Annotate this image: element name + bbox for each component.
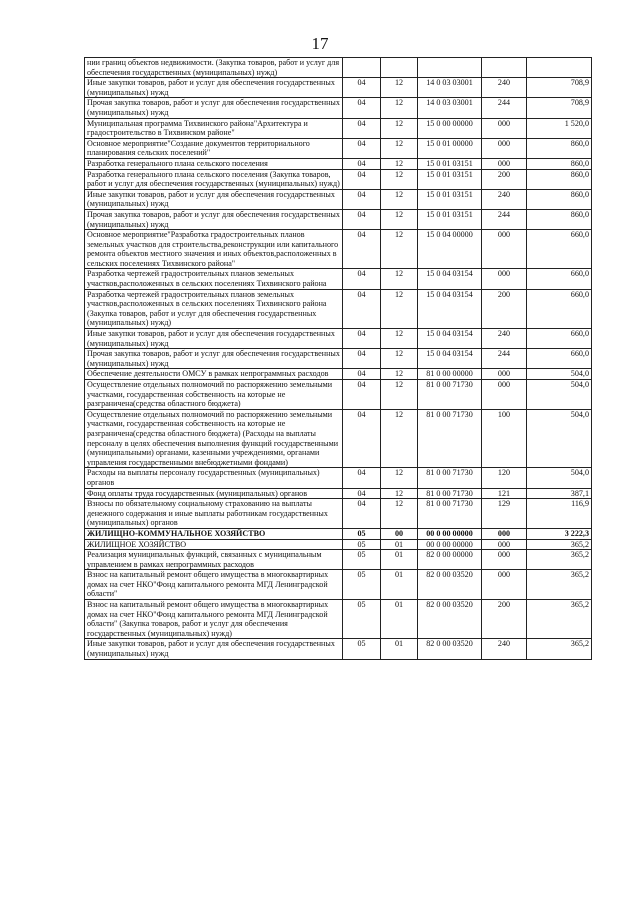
row-amount: 365,2 — [527, 600, 592, 639]
table-row — [85, 138, 592, 158]
row-section-code: 05 — [343, 639, 381, 659]
row-expense-type: 244 — [482, 98, 527, 118]
row-subsection-code: 12 — [381, 78, 418, 98]
row-target-article: 15 0 04 03154 — [418, 269, 482, 289]
table-row — [85, 539, 592, 550]
row-expense-type: 244 — [482, 209, 527, 229]
row-section-code: 04 — [343, 289, 381, 328]
row-amount: 365,2 — [527, 570, 592, 600]
row-subsection-code: 12 — [381, 169, 418, 189]
row-subsection-code: 12 — [381, 209, 418, 229]
row-expense-type: 240 — [482, 189, 527, 209]
row-section-code: 04 — [343, 169, 381, 189]
row-amount: 660,0 — [527, 230, 592, 269]
table-row — [85, 158, 592, 169]
row-subsection-code: 01 — [381, 550, 418, 570]
table-row — [85, 58, 592, 78]
row-expense-type: 200 — [482, 289, 527, 328]
table-row — [85, 209, 592, 229]
row-name: Реализация муниципальных функций, связанных с муниципальным управлением в рамках непрограммных расходов — [85, 550, 343, 570]
row-target-article: 15 0 01 03151 — [418, 169, 482, 189]
row-target-article: 00 0 00 00000 — [418, 539, 482, 550]
table-row — [85, 369, 592, 380]
table-row — [85, 380, 592, 410]
row-target-article: 15 0 00 00000 — [418, 118, 482, 138]
row-name: Фонд оплаты труда государственных (муниципальных) органов — [85, 488, 343, 499]
row-section-code: 04 — [343, 269, 381, 289]
row-amount: 660,0 — [527, 269, 592, 289]
row-name: Взнос на капитальный ремонт общего имущества в многоквартирных домах на счет НКО"Фонд капитального ремонта МГД Ленинградской области" (Закупка товаров, работ и услуг для обеспечения государственных (муниципальных) нужд) — [85, 600, 343, 639]
table-row — [85, 289, 592, 328]
row-target-article: 15 0 01 03151 — [418, 209, 482, 229]
row-amount: 116,9 — [527, 499, 592, 529]
row-amount: 708,9 — [527, 98, 592, 118]
table-row — [85, 269, 592, 289]
row-subsection-code: 12 — [381, 468, 418, 488]
row-name: Разработка генерального плана сельского поселения — [85, 158, 343, 169]
row-expense-type: 000 — [482, 158, 527, 169]
row-amount: 504,0 — [527, 409, 592, 468]
row-subsection-code: 12 — [381, 98, 418, 118]
row-target-article: 14 0 03 03001 — [418, 78, 482, 98]
row-target-article: 82 0 00 03520 — [418, 639, 482, 659]
row-subsection-code: 01 — [381, 539, 418, 550]
table-row — [85, 639, 592, 659]
row-section-code: 04 — [343, 329, 381, 349]
row-amount: 860,0 — [527, 209, 592, 229]
row-expense-type — [482, 58, 527, 78]
row-subsection-code: 12 — [381, 189, 418, 209]
row-subsection-code: 12 — [381, 158, 418, 169]
row-expense-type: 000 — [482, 118, 527, 138]
row-target-article: 82 0 00 03520 — [418, 570, 482, 600]
row-section-code: 05 — [343, 570, 381, 600]
row-section-code — [343, 58, 381, 78]
row-expense-type: 100 — [482, 409, 527, 468]
row-expense-type: 120 — [482, 468, 527, 488]
row-section-code: 04 — [343, 118, 381, 138]
row-amount: 1 520,0 — [527, 118, 592, 138]
row-subsection-code: 12 — [381, 269, 418, 289]
row-target-article: 00 0 00 00000 — [418, 528, 482, 539]
row-expense-type: 000 — [482, 380, 527, 410]
row-subsection-code: 12 — [381, 369, 418, 380]
row-name: Обеспечение деятельности ОМСУ в рамках непрограммных расходов — [85, 369, 343, 380]
row-section-code: 05 — [343, 550, 381, 570]
row-expense-type: 000 — [482, 570, 527, 600]
row-section-code: 04 — [343, 409, 381, 468]
row-amount: 3 222,3 — [527, 528, 592, 539]
row-subsection-code: 12 — [381, 488, 418, 499]
table-row — [85, 98, 592, 118]
row-subsection-code: 12 — [381, 380, 418, 410]
row-amount: 860,0 — [527, 138, 592, 158]
row-subsection-code — [381, 58, 418, 78]
budget-table-body — [85, 58, 592, 660]
row-section-code: 05 — [343, 600, 381, 639]
row-target-article: 15 0 04 03154 — [418, 329, 482, 349]
row-subsection-code: 12 — [381, 138, 418, 158]
row-target-article: 82 0 00 00000 — [418, 550, 482, 570]
row-section-code: 04 — [343, 349, 381, 369]
table-row — [85, 230, 592, 269]
row-amount: 860,0 — [527, 189, 592, 209]
row-target-article: 15 0 04 03154 — [418, 349, 482, 369]
row-expense-type: 000 — [482, 369, 527, 380]
row-subsection-code: 00 — [381, 528, 418, 539]
row-target-article: 81 0 00 71730 — [418, 468, 482, 488]
row-name: нии границ объектов недвижимости. (Закупка товаров, работ и услуг для обеспечения государственных (муниципальных) нужд) — [85, 58, 343, 78]
row-amount: 860,0 — [527, 169, 592, 189]
row-amount: 504,0 — [527, 468, 592, 488]
row-expense-type: 000 — [482, 539, 527, 550]
row-section-code: 04 — [343, 138, 381, 158]
row-subsection-code: 01 — [381, 600, 418, 639]
row-expense-type: 129 — [482, 499, 527, 529]
row-section-code: 04 — [343, 78, 381, 98]
page-number: 17 — [311, 34, 329, 53]
row-target-article — [418, 58, 482, 78]
row-subsection-code: 12 — [381, 118, 418, 138]
row-amount: 387,1 — [527, 488, 592, 499]
row-expense-type: 200 — [482, 169, 527, 189]
row-amount: 365,2 — [527, 539, 592, 550]
row-expense-type: 000 — [482, 528, 527, 539]
row-section-code: 04 — [343, 230, 381, 269]
row-name: Прочая закупка товаров, работ и услуг для обеспечения государственных (муниципальных) нужд — [85, 209, 343, 229]
row-name: Разработка чертежей градостроительных планов земельных участков,расположенных в сельских поселениях Тихвинского района — [85, 269, 343, 289]
row-target-article: 15 0 04 00000 — [418, 230, 482, 269]
row-target-article: 81 0 00 71730 — [418, 499, 482, 529]
row-section-code: 04 — [343, 189, 381, 209]
row-target-article: 81 0 00 00000 — [418, 369, 482, 380]
table-row — [85, 409, 592, 468]
row-subsection-code: 12 — [381, 499, 418, 529]
row-name: Иные закупки товаров, работ и услуг для обеспечения государственных (муниципальных) нужд — [85, 78, 343, 98]
row-expense-type: 000 — [482, 269, 527, 289]
row-target-article: 14 0 03 03001 — [418, 98, 482, 118]
row-section-code: 05 — [343, 539, 381, 550]
row-expense-type: 000 — [482, 550, 527, 570]
row-name: Основное мероприятие"Создание документов территориального планирования сельских поселений" — [85, 138, 343, 158]
row-name: Прочая закупка товаров, работ и услуг для обеспечения государственных (муниципальных) нужд — [85, 349, 343, 369]
row-name: Осуществление отдельных полномочий по распоряжению земельными участками, государственная собственность на которые не разграничена(средства областного бюджета) (Расходы на выплаты персоналу в целях обеспечения выполнения функций государственными (муниципальными) органами, казенными учреждениями, органами управления государственными внебюджетными фондами) — [85, 409, 343, 468]
row-name: ЖИЛИЩНО-КОММУНАЛЬНОЕ ХОЗЯЙСТВО — [85, 528, 343, 539]
row-name: Взносы по обязательному социальному страхованию на выплаты денежного содержания и иные выплаты работникам государственных (муниципальных) органов — [85, 499, 343, 529]
table-row — [85, 78, 592, 98]
row-target-article: 15 0 01 03151 — [418, 158, 482, 169]
row-target-article: 81 0 00 71730 — [418, 488, 482, 499]
row-expense-type: 121 — [482, 488, 527, 499]
row-expense-type: 244 — [482, 349, 527, 369]
row-subsection-code: 12 — [381, 409, 418, 468]
row-amount: 860,0 — [527, 158, 592, 169]
row-amount: 660,0 — [527, 329, 592, 349]
row-target-article: 81 0 00 71730 — [418, 380, 482, 410]
row-target-article: 15 0 04 03154 — [418, 289, 482, 328]
row-target-article: 82 0 00 03520 — [418, 600, 482, 639]
row-name: Иные закупки товаров, работ и услуг для обеспечения государственных (муниципальных) нужд — [85, 329, 343, 349]
row-expense-type: 000 — [482, 138, 527, 158]
row-expense-type: 000 — [482, 230, 527, 269]
row-expense-type: 240 — [482, 78, 527, 98]
row-name: Муниципальная программа Тихвинского района"Архитектура и градостроительство в Тихвинском районе" — [85, 118, 343, 138]
row-section-code: 04 — [343, 158, 381, 169]
row-name: ЖИЛИЩНОЕ ХОЗЯЙСТВО — [85, 539, 343, 550]
table-row — [85, 550, 592, 570]
table-row — [85, 570, 592, 600]
row-name: Осуществление отдельных полномочий по распоряжению земельными участками, государственная собственность на которые не разграничена(средства областного бюджета) — [85, 380, 343, 410]
row-subsection-code: 01 — [381, 570, 418, 600]
table-row — [85, 600, 592, 639]
row-subsection-code: 01 — [381, 639, 418, 659]
budget-table — [84, 57, 592, 660]
table-row — [85, 118, 592, 138]
row-subsection-code: 12 — [381, 230, 418, 269]
table-row — [85, 499, 592, 529]
row-name: Основное мероприятие"Разработка градостроительных планов земельных участков для строительства,реконструкции или капитального ремонта объектов местного значения и иных объектов,расположенных в сельских поселениях Тихвинского района" — [85, 230, 343, 269]
row-amount: 365,2 — [527, 639, 592, 659]
table-row — [85, 488, 592, 499]
row-section-code: 04 — [343, 380, 381, 410]
table-row — [85, 468, 592, 488]
row-amount: 660,0 — [527, 349, 592, 369]
row-target-article: 81 0 00 71730 — [418, 409, 482, 468]
row-section-code: 04 — [343, 369, 381, 380]
row-section-code: 04 — [343, 488, 381, 499]
row-name: Разработка чертежей градостроительных планов земельных участков,расположенных в сельских поселениях Тихвинского района (Закупка товаров, работ и услуг для обеспечения государственных (муниципальных) нужд) — [85, 289, 343, 328]
row-expense-type: 240 — [482, 639, 527, 659]
row-name: Расходы на выплаты персоналу государственных (муниципальных) органов — [85, 468, 343, 488]
row-amount: 365,2 — [527, 550, 592, 570]
row-amount: 708,9 — [527, 78, 592, 98]
row-target-article: 15 0 01 00000 — [418, 138, 482, 158]
row-expense-type: 240 — [482, 329, 527, 349]
row-amount: 504,0 — [527, 380, 592, 410]
row-amount: 504,0 — [527, 369, 592, 380]
table-row — [85, 349, 592, 369]
row-amount — [527, 58, 592, 78]
row-name: Взнос на капитальный ремонт общего имущества в многоквартирных домах на счет НКО"Фонд капитального ремонта МГД Ленинградской области" — [85, 570, 343, 600]
row-subsection-code: 12 — [381, 329, 418, 349]
row-section-code: 04 — [343, 209, 381, 229]
row-subsection-code: 12 — [381, 349, 418, 369]
row-section-code: 05 — [343, 528, 381, 539]
row-amount: 660,0 — [527, 289, 592, 328]
row-name: Иные закупки товаров, работ и услуг для обеспечения государственных (муниципальных) нужд — [85, 639, 343, 659]
table-row — [85, 189, 592, 209]
row-expense-type: 200 — [482, 600, 527, 639]
table-row — [85, 528, 592, 539]
row-section-code: 04 — [343, 499, 381, 529]
row-name: Иные закупки товаров, работ и услуг для обеспечения государственных (муниципальных) нужд — [85, 189, 343, 209]
row-section-code: 04 — [343, 98, 381, 118]
row-target-article: 15 0 01 03151 — [418, 189, 482, 209]
row-subsection-code: 12 — [381, 289, 418, 328]
row-name: Разработка генерального плана сельского поселения (Закупка товаров, работ и услуг для обеспечения государственных (муниципальных) нужд) — [85, 169, 343, 189]
table-row — [85, 169, 592, 189]
row-section-code: 04 — [343, 468, 381, 488]
row-name: Прочая закупка товаров, работ и услуг для обеспечения государственных (муниципальных) нужд — [85, 98, 343, 118]
table-row — [85, 329, 592, 349]
